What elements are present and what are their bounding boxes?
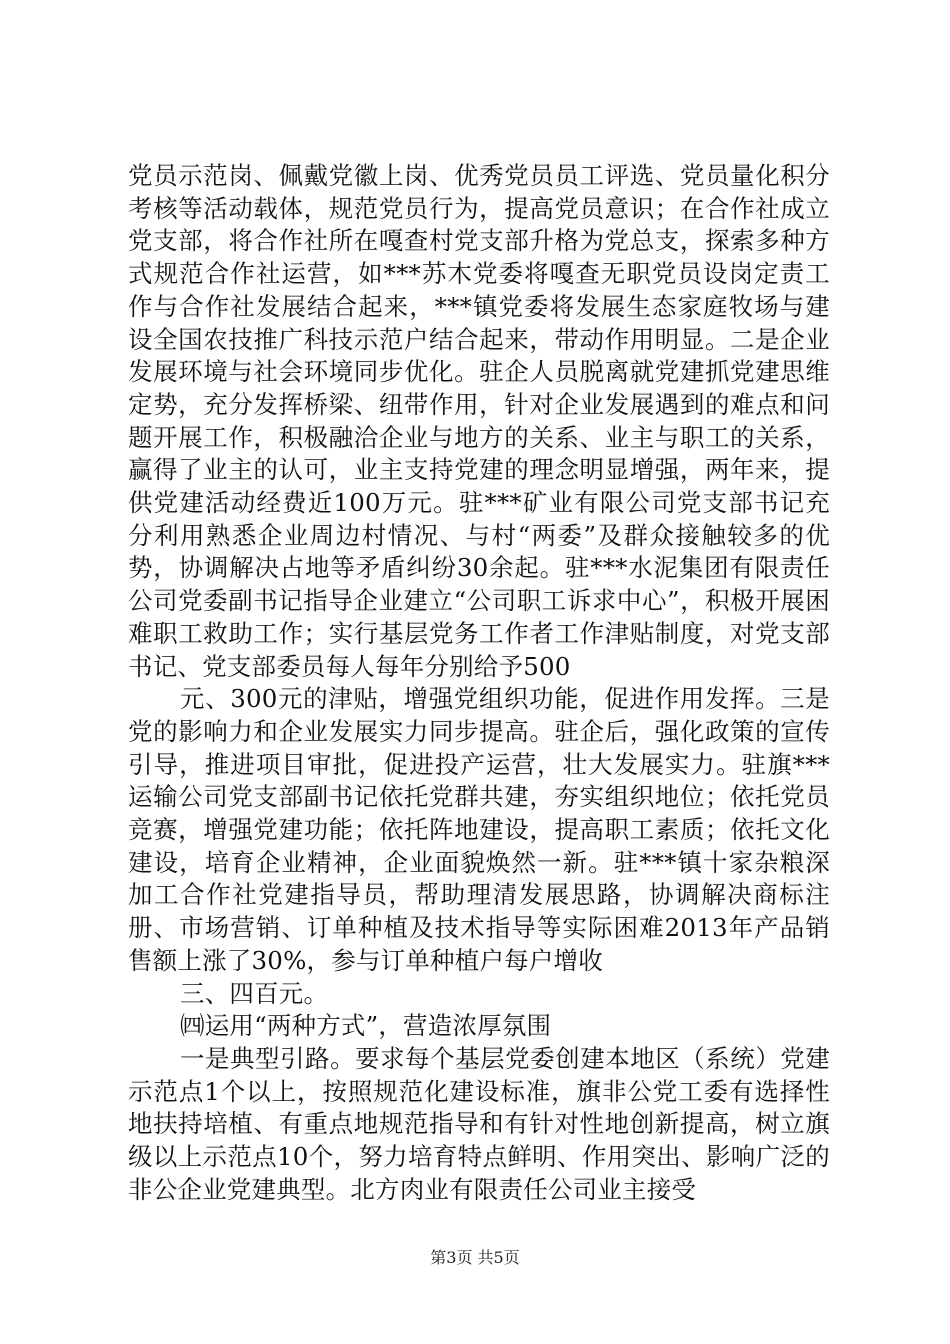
document-body bbox=[128, 160, 830, 1207]
paragraph-third: 三、四百元。 bbox=[180, 978, 329, 1008]
page-footer: 第3页 共5页 bbox=[430, 1248, 520, 1267]
paragraph-fifth: 一是典型引路。要求每个基层党委创建本地区（系统）党建示范点1个以上，按照规范化建设标准，旗非公党工委有选择性地扶持培植、有重点地规范指导和有针对性地创新提高，树立旗级以上示范点10个，努力培育特点鲜明、作用突出、影响广泛的非公企业党建典型。北方肉业有限责任公司业主接受 bbox=[128, 1043, 830, 1204]
section-heading: ㈣运用“两种方式”，营造浓厚氛围 bbox=[180, 1011, 552, 1041]
paragraph-continued: 党员示范岗、佩戴党徽上岗、优秀党员员工评选、党员量化积分考核等活动载体，规范党员行为，提高党员意识；在合作社成立党支部，将合作社所在嘎查村党支部升格为党总支，探索多种方式规范合作社运营，如***苏木党委将嘎查无职党员设岗定责工作与合作社发展结合起来，***镇党委将发展生态家庭牧场与建设全国农技推广科技示范户结合起来，带动作用明显。二是企业发展环境与社会环境同步优化。驻企人员脱离就党建抓党建思维定势，充分发挥桥梁、纽带作用，针对企业发展遇到的难点和问题开展工作，积极融洽企业与地方的关系、业主与职工的关系，赢得了业主的认可，业主支持党建的理念明显增强，两年来，提供党建活动经费近100万元。驻***矿业有限公司党支部书记充分利用熟悉企业周边村情况、与村“两委”及群众接触较多的优势，协调解决占地等矛盾纠纷30余起。驻***水泥集团有限责任公司党委副书记指导企业建立“公司职工诉求中心”，积极开展困难职工救助工作；实行基层党务工作者工作津贴制度，对党支部书记、党支部委员每人每年分别给予500 bbox=[128, 161, 830, 681]
paragraph-second: 元、300元的津贴，增强党组织功能，促进作用发挥。三是党的影响力和企业发展实力同步提高。驻企后，强化政策的宣传引导，推进项目审批，促进投产运营，壮大发展实力。驻旗***运输公司党支部副书记依托党群共建，夯实组织地位；依托党员竞赛，增强党建功能；依托阵地建设，提高职工素质；依托文化建设，培育企业精神，企业面貌焕然一新。驻***镇十家杂粮深加工合作社党建指导员，帮助理清发展思路，协调解决商标注册、市场营销、订单种植及技术指导等实际困难2013年产品销售额上涨了30%，参与订单种植户每户增收 bbox=[128, 684, 830, 975]
